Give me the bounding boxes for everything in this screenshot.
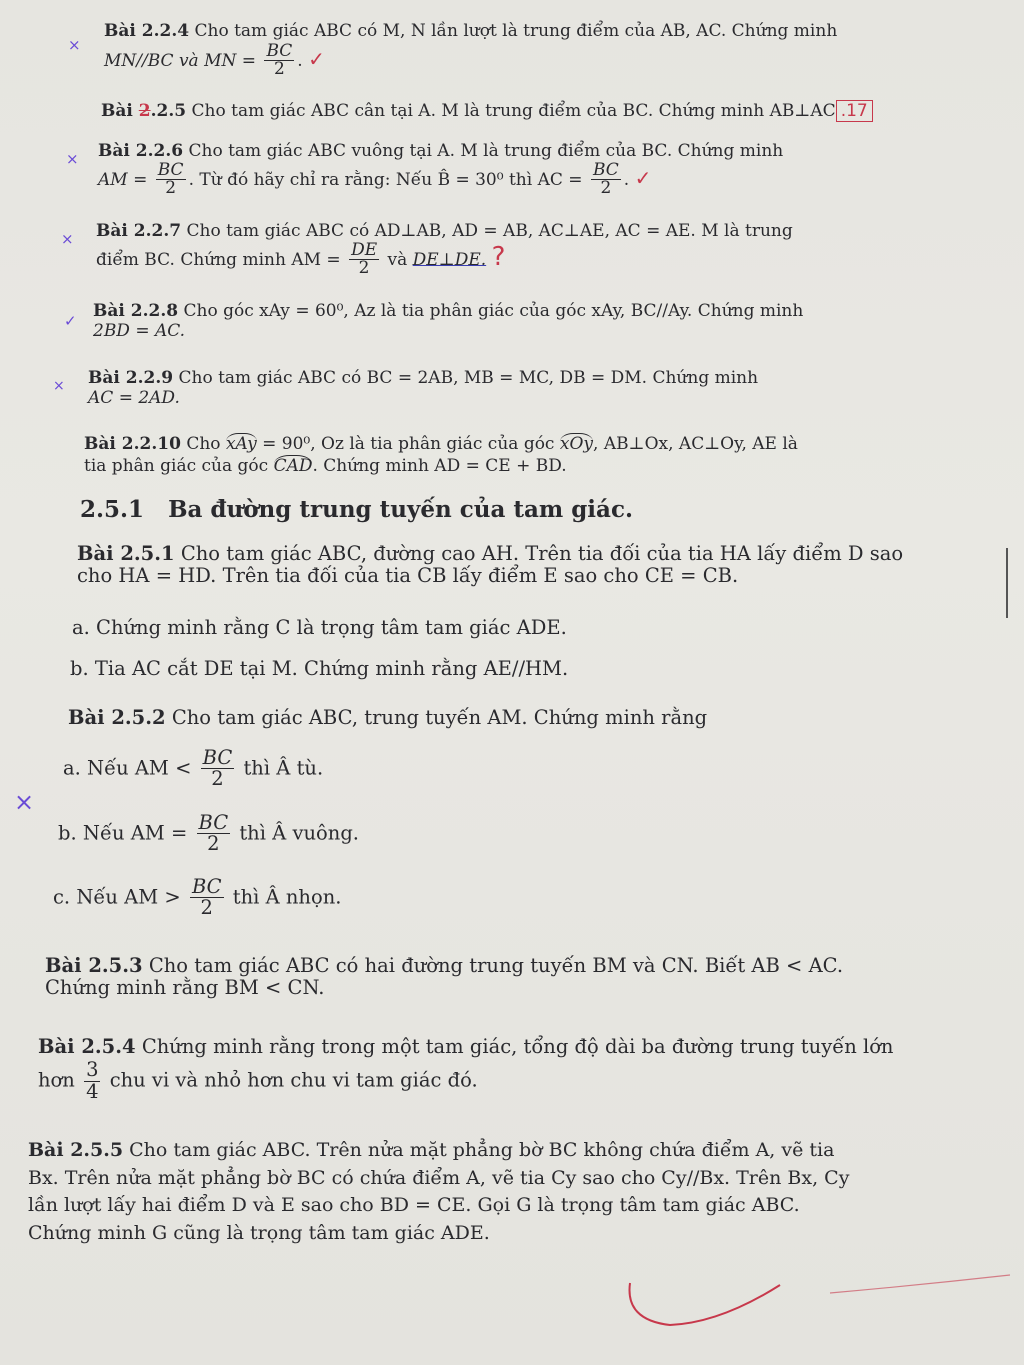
fraction: $\frac{3}{4}$ (86, 1058, 99, 1103)
problem-text: hơn (38, 1068, 75, 1092)
red-box-note: .17 (836, 100, 873, 122)
problem-text: Bx. Trên nửa mặt phẳng bờ BC có chứa điểm A, vẽ tia Cy sao cho Cy//Bx. Trên Bx, Cy (28, 1166, 850, 1189)
section-heading (80, 497, 633, 523)
margin-tick-mark: × (68, 36, 81, 54)
problem-text: Chứng minh G cũng là trọng tâm tam giác ADE. (28, 1221, 490, 1244)
problem-2-2-8 (93, 302, 803, 341)
margin-pen-line (1006, 548, 1008, 618)
problem-text: Cho tam giác ABC, đường cao AH. Trên tia đối của tia HA lấy điểm D sao (180, 542, 904, 565)
problem-2-5-4 (38, 1036, 894, 1102)
problem-text: 2BD = AC. (93, 320, 186, 341)
problem-text: và (387, 249, 408, 270)
problem-label: Bài 2.5.4 (38, 1035, 136, 1058)
fraction: $\frac{BC}{2}$ (191, 875, 222, 920)
problem-2-5-3 (45, 955, 843, 1000)
problem-label: Bài 2.2.6 (98, 141, 184, 161)
problem-text: Cho tam giác ABC có AD⊥AB, AD = AB, AC⊥AE, AC = AE. M là trung (186, 221, 793, 241)
problem-text: AM = (98, 169, 148, 190)
problem-2-5-2 (68, 707, 707, 729)
fraction: $\frac{DE}{2}$ (351, 239, 378, 279)
margin-tick-mark: × (53, 378, 65, 394)
fraction: $\frac{BC}{2}$ (592, 159, 619, 199)
problem-text: . Chứng minh AD = CE + BD. (312, 455, 567, 476)
problem-2-5-5 (28, 1137, 849, 1247)
problem-text: cho HA = HD. Trên tia đối của tia CB lấy điểm E sao cho CE = CB. (77, 564, 739, 588)
problem-label: Bài 2.2.7 (96, 221, 182, 241)
angle-notation: xAy (225, 434, 257, 454)
problem-text: tia phân giác của góc (84, 455, 269, 476)
problem-text: = 90⁰, Oz là tia phân giác của góc (262, 434, 555, 454)
problem-label: Bài 2.2.9 (88, 368, 174, 388)
problem-text: DE⊥DE. (412, 249, 487, 270)
angle-notation: CAD (273, 455, 313, 476)
problem-2-5-2-part-c: c. Nếu AM > $\frac{BC}{2}$ thì Â nhọn. (53, 875, 342, 920)
problem-2-2-7 (96, 222, 793, 278)
problem-label: Bài 2.5.1 (77, 542, 175, 565)
problem-text: Cho tam giác ABC, trung tuyến AM. Chứng minh rằng (171, 706, 708, 729)
fraction: $\frac{BC}{2}$ (266, 40, 293, 80)
problem-text: lần lượt lấy hai điểm D và E sao cho BD = CE. Gọi G là trọng tâm tam giác ABC. (28, 1194, 800, 1217)
section-title: Ba đường trung tuyến của tam giác. (168, 496, 633, 523)
problem-text: , AB⊥Ox, AC⊥Oy, AE là (593, 434, 798, 454)
problem-label: Bài 2.2.5 (101, 101, 187, 121)
red-question-mark: ? (491, 241, 506, 272)
problem-2-5-1-part-a: a. Chứng minh rằng C là trọng tâm tam giác ADE. (72, 616, 567, 639)
problem-text: Chứng minh rằng trong một tam giác, tổng độ dài ba đường trung tuyến lớn (141, 1035, 894, 1058)
problem-label: Bài 2.5.2 (68, 706, 166, 729)
angle-notation: xOy (559, 434, 594, 454)
problem-text: Cho tam giác ABC cân tại A. M là trung điểm của BC. Chứng minh AB⊥AC (191, 101, 836, 121)
problem-2-2-5 (101, 102, 873, 122)
problem-label: Bài 2.2.8 (93, 301, 179, 321)
problem-text: Chứng minh rằng BM < CN. (45, 976, 325, 1000)
problem-2-2-9 (88, 369, 758, 408)
problem-label: Bài 2.5.3 (45, 954, 143, 977)
problem-text: Cho góc xAy = 60⁰, Az là tia phân giác của góc xAy, BC//Ay. Chứng minh (183, 301, 804, 321)
problem-2-5-1-part-b: b. Tia AC cắt DE tại M. Chứng minh rằng AE//HM. (70, 657, 569, 680)
problem-2-5-2-part-b: b. Nếu AM = $\frac{BC}{2}$ thì Â vuông. (58, 811, 359, 856)
section-number: 2.5.1 (80, 496, 145, 523)
fraction: $\frac{BC}{2}$ (198, 811, 229, 856)
problem-2-2-10 (84, 433, 798, 476)
red-check-mark: ✓ (308, 46, 325, 71)
problem-text: Cho tam giác ABC vuông tại A. M là trung điểm của BC. Chứng minh (188, 141, 784, 161)
problem-text: điểm BC. Chứng minh AM = (96, 249, 341, 270)
fraction: $\frac{BC}{2}$ (157, 159, 184, 199)
red-scribble-mark (600, 1265, 1020, 1345)
problem-text: Cho tam giác ABC. Trên nửa mặt phẳng bờ BC không chứa điểm A, vẽ tia (129, 1139, 835, 1161)
problem-label: Bài 2.5.5 (28, 1139, 124, 1161)
fraction: $\frac{BC}{2}$ (202, 746, 233, 791)
problem-2-2-6: Bài 2.2.6 Cho tam giác ABC vuông tại A. M là trung điểm của BC. Chứng minh AM = $\frac{BC}{2}$ . Từ đó hãy chỉ ra rằng: Nếu B̂ = 30⁰ thì AC = $\frac{BC}{2}$ . ✓ (98, 141, 784, 199)
problem-2-5-1 (77, 543, 903, 588)
problem-text: . Từ đó hãy chỉ ra rằng: Nếu B̂ = 30⁰ thì AC = (188, 169, 583, 190)
problem-text: Cho (186, 434, 221, 454)
margin-tick-mark: × (61, 230, 74, 248)
problem-text: Cho tam giác ABC có M, N lần lượt là trung điểm của AB, AC. Chứng minh (194, 21, 838, 41)
problem-text: Cho tam giác ABC có hai đường trung tuyến BM và CN. Biết AB < AC. (148, 954, 844, 977)
problem-2-5-2-part-a: a. Nếu AM < $\frac{BC}{2}$ thì Â tù. (63, 746, 324, 791)
margin-cross-mark: × (14, 788, 35, 816)
problem-text: Cho tam giác ABC có BC = 2AB, MB = MC, DB = DM. Chứng minh (178, 368, 759, 388)
problem-label: Bài 2.2.4 (104, 21, 190, 41)
margin-tick-mark: ✓ (64, 312, 77, 330)
margin-tick-mark: × (66, 150, 79, 168)
problem-text: chu vi và nhỏ hơn chu vi tam giác đó. (109, 1068, 478, 1092)
problem-label: Bài 2.2.10 (84, 434, 181, 454)
problem-2-2-4: Bài 2.2.4 Cho tam giác ABC có M, N lần lượt là trung điểm của AB, AC. Chứng minh MN//BC và MN = $\frac{BC}{2}$ . ✓ (104, 21, 838, 80)
red-check-mark: ✓ (634, 165, 652, 190)
problem-text: MN//BC và MN = (104, 50, 257, 71)
problem-text: AC = 2AD. (88, 387, 180, 408)
